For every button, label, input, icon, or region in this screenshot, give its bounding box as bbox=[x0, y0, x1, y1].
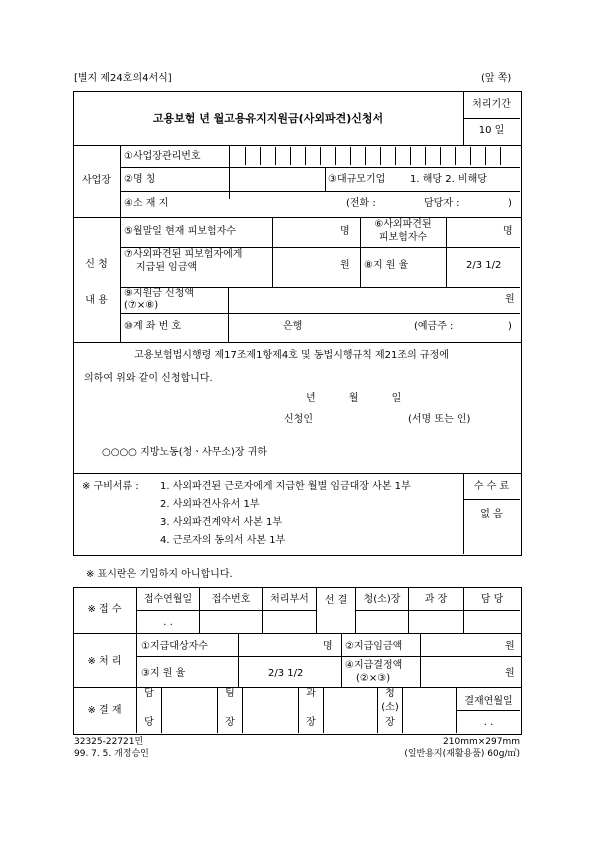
approval-chief-sign[interactable] bbox=[403, 688, 455, 732]
form-code: 32325-22721민 bbox=[74, 737, 144, 747]
revision-approval: 99. 7. 5. 개정승인 bbox=[74, 749, 149, 759]
receipt-date-header: 접수연월일 bbox=[143, 594, 193, 605]
receipt-number-header: 접수번호 bbox=[211, 594, 251, 605]
required-document-1: 1. 사외파견된 근로자에게 지급한 월별 임금대장 사본 1부 bbox=[160, 481, 411, 492]
approval-team-char-1: 팀 bbox=[225, 688, 235, 699]
signature-label[interactable]: (서명 또는 인) bbox=[408, 414, 471, 425]
dispatched-count-field[interactable] bbox=[447, 218, 502, 246]
staff-header: 담 당 bbox=[480, 594, 504, 605]
approval-date-dots[interactable]: . . bbox=[483, 717, 494, 728]
approval-section-char-1: 과 bbox=[306, 688, 316, 699]
support-amount-unit: 원 bbox=[505, 294, 515, 305]
applicant-label: 신청인 bbox=[284, 414, 313, 425]
approval-chief-char-2: (소) bbox=[381, 702, 399, 713]
decided-amount-field[interactable] bbox=[421, 657, 501, 686]
required-document-3: 3. 사외파견계약서 사본 1부 bbox=[160, 517, 283, 528]
business-name-label: ②명 칭 bbox=[124, 174, 156, 185]
approval-staff-sign[interactable] bbox=[162, 688, 216, 732]
application-date[interactable]: 년 월 일 bbox=[306, 393, 402, 404]
approval-section-label: ※ 결 재 bbox=[87, 705, 122, 716]
paid-wage-unit: 원 bbox=[505, 641, 515, 652]
insured-count-field[interactable] bbox=[273, 218, 338, 246]
chief-office-header: 청(소)장 bbox=[363, 594, 401, 605]
paid-wage-field[interactable] bbox=[421, 634, 501, 656]
payment-targets-label: ①지급대상자수 bbox=[141, 641, 208, 652]
approval-team-sign[interactable] bbox=[243, 688, 297, 732]
office-support-rate-options[interactable]: 2/3 1/2 bbox=[268, 668, 304, 679]
insured-count-unit: 명 bbox=[340, 226, 350, 237]
required-document-4: 4. 근로자의 동의서 사본 1부 bbox=[160, 535, 286, 546]
wage-paid-unit: 원 bbox=[340, 260, 350, 271]
insured-count-label: ⑤월말일 현재 피보험자수 bbox=[124, 226, 236, 237]
wage-paid-field[interactable] bbox=[273, 248, 338, 286]
section-chief-header: 과 장 bbox=[424, 594, 448, 605]
support-amount-label-2: (⑦×⑧) bbox=[124, 300, 159, 311]
account-number-label: ⑩계 좌 번 호 bbox=[124, 321, 182, 332]
address-field[interactable] bbox=[230, 192, 340, 216]
payment-targets-unit: 명 bbox=[323, 641, 333, 652]
support-rate-options[interactable]: 2/3 1/2 bbox=[466, 260, 502, 271]
receipt-section-label: ※ 접 수 bbox=[87, 604, 122, 615]
receipt-date-dots[interactable]: . . bbox=[163, 617, 173, 628]
paper-size: 210mm×297mm bbox=[443, 737, 520, 747]
approval-section-char-2: 장 bbox=[306, 717, 316, 728]
form-number: [별지 제24호의4서식] bbox=[74, 73, 172, 84]
paper-type: (일반용지(재활용품) 60g/㎡) bbox=[404, 749, 520, 759]
payment-targets-field[interactable] bbox=[239, 634, 319, 656]
form-title: 고용보험 년 월고용유지지원금(사외파견)신청서 bbox=[152, 112, 384, 125]
paid-wage-label: ②지급임금액 bbox=[345, 641, 403, 652]
decided-amount-formula: (②×③) bbox=[356, 673, 391, 684]
contact-person-label: 담당자 : bbox=[424, 198, 460, 209]
processing-period-value: 10 일 bbox=[478, 125, 505, 136]
employer-section-label: 사업장 bbox=[82, 175, 111, 186]
prior-approval-header: 선 결 bbox=[324, 595, 348, 606]
processing-section-label: ※ 처 리 bbox=[87, 656, 122, 667]
statement-line-1: 고용보험법시행령 제17조제1항제4호 및 동법시행규칙 제21조의 규정에 bbox=[134, 350, 449, 361]
application-section-label-2: 내 용 bbox=[85, 295, 108, 306]
dispatched-count-label-2: 피보험자수 bbox=[378, 232, 428, 243]
fee-value: 없 음 bbox=[480, 509, 503, 520]
large-company-options[interactable]: 1. 해당 2. 비해당 bbox=[410, 174, 487, 185]
approval-section-sign[interactable] bbox=[324, 688, 376, 732]
fee-label: 수 수 료 bbox=[473, 481, 510, 492]
address-label: ④소 재 지 bbox=[124, 198, 169, 209]
office-support-rate-label: ③지 원 율 bbox=[141, 668, 186, 679]
applicant-name-field[interactable] bbox=[320, 410, 400, 428]
decided-amount-unit: 원 bbox=[505, 668, 515, 679]
processing-period-label: 처리기간 bbox=[472, 99, 511, 110]
application-section-label-1: 신 청 bbox=[85, 259, 108, 270]
approval-chief-char-3: 장 bbox=[385, 717, 395, 728]
wage-paid-label-2: 지급된 임금액 bbox=[136, 262, 198, 273]
wage-paid-label-1: ⑦사외파견된 피보험자에게 bbox=[124, 249, 243, 260]
large-company-label: ③대규모기업 bbox=[328, 174, 386, 185]
approval-staff-char-2: 당 bbox=[144, 717, 154, 728]
paren-close: ) bbox=[508, 321, 512, 332]
page-side-label: (앞 쪽) bbox=[481, 73, 512, 84]
approval-staff-char-1: 담 bbox=[144, 688, 154, 699]
required-documents-label: ※ 구비서류 : bbox=[82, 481, 139, 492]
workplace-reg-no-label: ①사업장관리번호 bbox=[124, 151, 201, 162]
support-rate-label: ⑧지 원 율 bbox=[364, 260, 409, 271]
support-amount-label-1: ⑨지원금 신청액 bbox=[124, 288, 195, 299]
business-name-field[interactable] bbox=[230, 168, 322, 191]
office-use-note: ※ 표시란은 기입하지 아니합니다. bbox=[86, 569, 233, 580]
processing-dept-header: 처리부서 bbox=[270, 594, 309, 605]
decided-amount-label: ④지급결정액 bbox=[345, 660, 403, 671]
approval-chief-char-1: 청 bbox=[385, 688, 395, 699]
statement-line-2: 의하여 위와 같이 신청합니다. bbox=[84, 373, 213, 384]
account-holder-label: (예금주 : bbox=[414, 321, 454, 332]
account-number-field[interactable] bbox=[310, 314, 410, 341]
addressee: ○○○○ 지방노동(청ㆍ사무소)장 귀하 bbox=[102, 447, 267, 458]
phone-label: (전화 : bbox=[346, 198, 376, 209]
approval-team-char-2: 장 bbox=[225, 717, 235, 728]
bank-label: 은행 bbox=[283, 321, 303, 332]
dispatched-count-label-1: ⑥사외파견된 bbox=[374, 219, 432, 230]
support-amount-field[interactable] bbox=[229, 288, 499, 312]
receipt-number-field[interactable] bbox=[200, 611, 261, 632]
paren-close: ) bbox=[508, 198, 512, 209]
dispatched-count-unit: 명 bbox=[503, 226, 513, 237]
approval-date-header: 결재연월일 bbox=[464, 696, 513, 707]
processing-dept-field[interactable] bbox=[263, 611, 315, 632]
bank-name-field[interactable] bbox=[229, 314, 279, 341]
required-document-2: 2. 사외파견사유서 1부 bbox=[160, 499, 260, 510]
